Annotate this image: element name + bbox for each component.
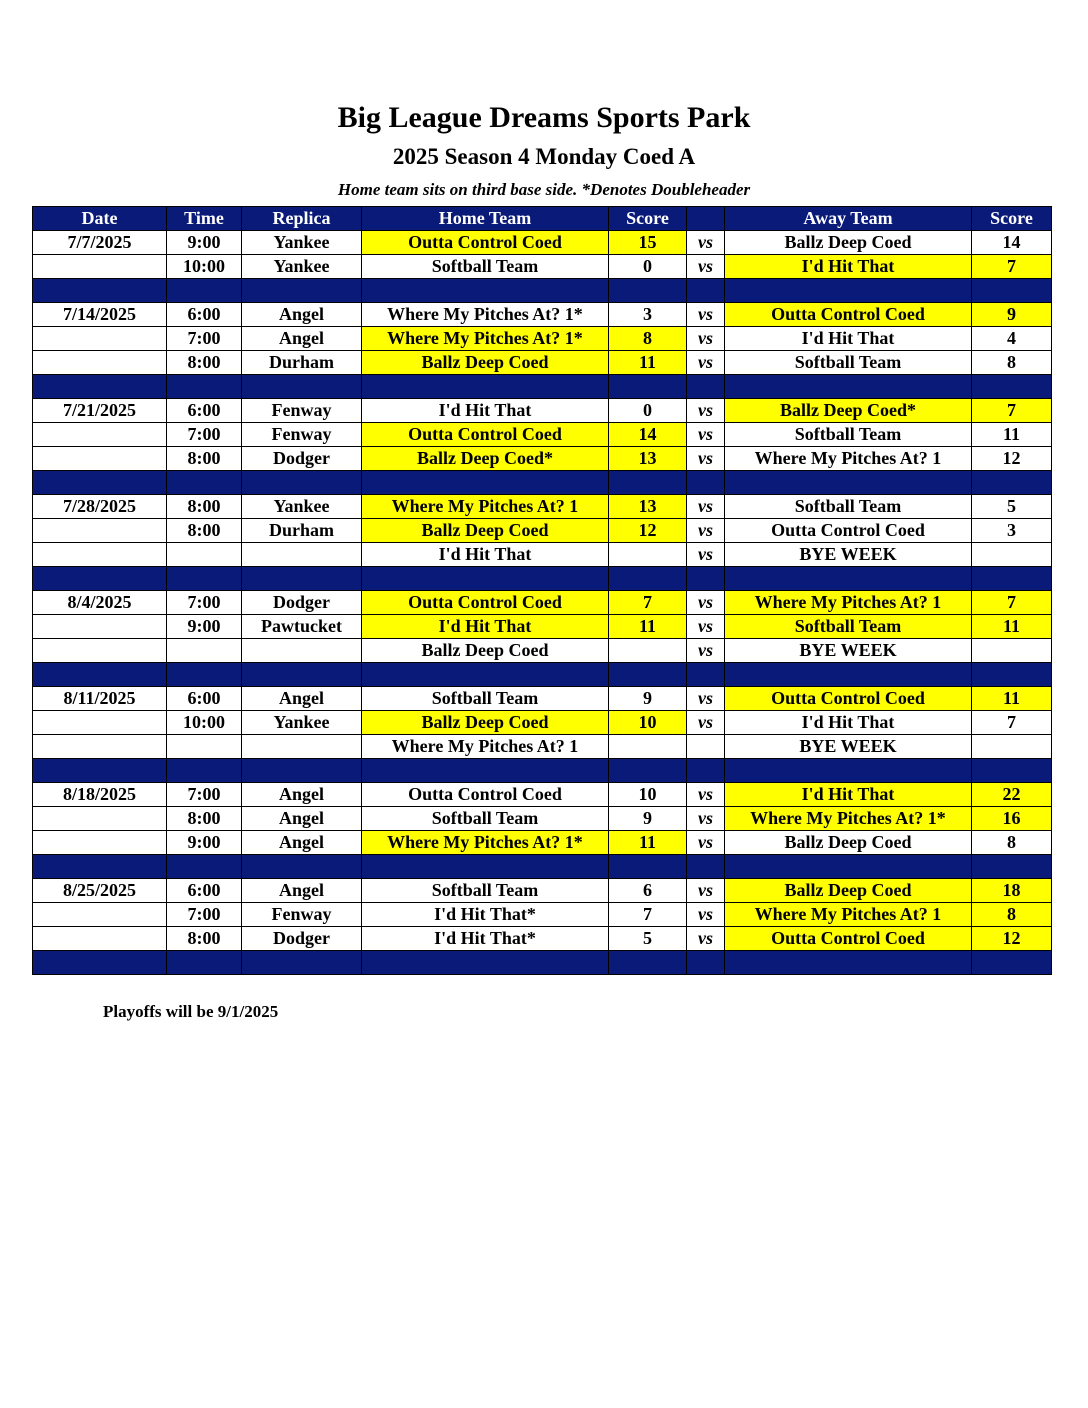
game-row: [33, 591, 1052, 615]
away-score: 11: [972, 423, 1052, 447]
separator-cell: [609, 663, 687, 687]
home-team: I'd Hit That: [362, 615, 609, 639]
away-team: Where My Pitches At? 1*: [725, 807, 972, 831]
away-team: Outta Control Coed: [725, 687, 972, 711]
separator-cell: [362, 855, 609, 879]
game-time: [167, 735, 242, 759]
schedule-table: [32, 206, 1052, 975]
separator-cell: [242, 471, 362, 495]
field-replica: Durham: [242, 351, 362, 375]
separator-cell: [725, 567, 972, 591]
game-row: [33, 807, 1052, 831]
home-score: [609, 735, 687, 759]
game-row: [33, 519, 1052, 543]
home-team: Ballz Deep Coed: [362, 711, 609, 735]
game-date: [33, 519, 167, 543]
home-score: 12: [609, 519, 687, 543]
vs-label: vs: [687, 927, 725, 951]
game-date: 8/4/2025: [33, 591, 167, 615]
away-team: I'd Hit That: [725, 783, 972, 807]
away-score: 7: [972, 255, 1052, 279]
vs-label: vs: [687, 351, 725, 375]
away-score: 4: [972, 327, 1052, 351]
separator-cell: [725, 951, 972, 975]
home-team: Outta Control Coed: [362, 591, 609, 615]
game-date: [33, 327, 167, 351]
field-replica: Angel: [242, 783, 362, 807]
home-score: 7: [609, 591, 687, 615]
game-time: 7:00: [167, 591, 242, 615]
vs-label: vs: [687, 687, 725, 711]
game-time: [167, 543, 242, 567]
separator-cell: [725, 855, 972, 879]
separator-cell: [609, 855, 687, 879]
home-score: 0: [609, 255, 687, 279]
field-replica: Yankee: [242, 711, 362, 735]
separator-cell: [167, 279, 242, 303]
field-replica: Yankee: [242, 255, 362, 279]
game-row: [33, 927, 1052, 951]
home-score: 11: [609, 615, 687, 639]
separator-cell: [362, 375, 609, 399]
game-row: [33, 615, 1052, 639]
away-team: BYE WEEK: [725, 639, 972, 663]
vs-label: [687, 735, 725, 759]
field-replica: Durham: [242, 519, 362, 543]
separator-cell: [33, 759, 167, 783]
separator-cell: [972, 567, 1052, 591]
header-vs: [687, 207, 725, 231]
vs-label: vs: [687, 231, 725, 255]
separator-cell: [609, 375, 687, 399]
separator-cell: [33, 375, 167, 399]
game-row: [33, 495, 1052, 519]
game-time: [167, 639, 242, 663]
home-score: 15: [609, 231, 687, 255]
home-score: 11: [609, 831, 687, 855]
separator-cell: [687, 951, 725, 975]
game-row: [33, 783, 1052, 807]
home-score: [609, 639, 687, 663]
week-separator: [33, 471, 1052, 495]
separator-cell: [687, 663, 725, 687]
home-team: Softball Team: [362, 879, 609, 903]
away-team: Outta Control Coed: [725, 927, 972, 951]
vs-label: vs: [687, 423, 725, 447]
week-separator: [33, 567, 1052, 591]
game-row: [33, 423, 1052, 447]
game-time: 8:00: [167, 807, 242, 831]
game-date: 8/18/2025: [33, 783, 167, 807]
separator-cell: [33, 471, 167, 495]
separator-cell: [609, 951, 687, 975]
home-team: I'd Hit That*: [362, 903, 609, 927]
home-score: 5: [609, 927, 687, 951]
away-score: 11: [972, 687, 1052, 711]
separator-cell: [687, 375, 725, 399]
field-replica: Angel: [242, 807, 362, 831]
game-row: [33, 543, 1052, 567]
field-replica: Angel: [242, 303, 362, 327]
away-score: 8: [972, 831, 1052, 855]
vs-label: vs: [687, 447, 725, 471]
game-row: [33, 903, 1052, 927]
field-replica: Dodger: [242, 591, 362, 615]
game-row: [33, 255, 1052, 279]
game-row: [33, 735, 1052, 759]
separator-cell: [687, 279, 725, 303]
away-score: 22: [972, 783, 1052, 807]
week-separator: [33, 279, 1052, 303]
home-team: Softball Team: [362, 687, 609, 711]
away-score: 3: [972, 519, 1052, 543]
game-date: [33, 927, 167, 951]
game-date: 7/21/2025: [33, 399, 167, 423]
field-replica: [242, 543, 362, 567]
game-time: 7:00: [167, 327, 242, 351]
separator-cell: [167, 855, 242, 879]
field-replica: Fenway: [242, 903, 362, 927]
home-team: I'd Hit That: [362, 399, 609, 423]
game-row: [33, 231, 1052, 255]
separator-cell: [687, 759, 725, 783]
schedule-body: [33, 231, 1052, 975]
field-replica: Angel: [242, 879, 362, 903]
header-home-score: Score: [609, 207, 687, 231]
away-team: Softball Team: [725, 615, 972, 639]
separator-cell: [242, 663, 362, 687]
game-date: [33, 351, 167, 375]
separator-cell: [725, 375, 972, 399]
field-replica: Angel: [242, 327, 362, 351]
header-away-team: Away Team: [725, 207, 972, 231]
header-time: Time: [167, 207, 242, 231]
week-separator: [33, 759, 1052, 783]
home-score: 9: [609, 687, 687, 711]
week-separator: [33, 375, 1052, 399]
separator-cell: [242, 567, 362, 591]
home-score: 14: [609, 423, 687, 447]
separator-cell: [167, 567, 242, 591]
separator-cell: [362, 471, 609, 495]
game-row: [33, 351, 1052, 375]
away-team: Softball Team: [725, 423, 972, 447]
game-time: 10:00: [167, 711, 242, 735]
away-team: Outta Control Coed: [725, 303, 972, 327]
vs-label: vs: [687, 399, 725, 423]
game-time: 8:00: [167, 447, 242, 471]
page-subtitle: 2025 Season 4 Monday Coed A: [392, 144, 696, 169]
separator-cell: [33, 279, 167, 303]
game-date: 7/7/2025: [33, 231, 167, 255]
separator-cell: [687, 855, 725, 879]
separator-cell: [167, 471, 242, 495]
separator-cell: [609, 759, 687, 783]
vs-label: vs: [687, 807, 725, 831]
away-score: 8: [972, 351, 1052, 375]
separator-cell: [33, 567, 167, 591]
home-team: Where My Pitches At? 1*: [362, 831, 609, 855]
game-date: [33, 735, 167, 759]
home-team: Outta Control Coed: [362, 423, 609, 447]
separator-cell: [33, 855, 167, 879]
away-score: [972, 639, 1052, 663]
away-score: 16: [972, 807, 1052, 831]
field-replica: Fenway: [242, 423, 362, 447]
field-replica: Angel: [242, 831, 362, 855]
game-date: 7/28/2025: [33, 495, 167, 519]
away-team: I'd Hit That: [725, 711, 972, 735]
separator-cell: [972, 279, 1052, 303]
away-score: 5: [972, 495, 1052, 519]
away-score: 14: [972, 231, 1052, 255]
game-date: [33, 807, 167, 831]
game-time: 9:00: [167, 231, 242, 255]
away-score: [972, 543, 1052, 567]
home-score: 13: [609, 447, 687, 471]
vs-label: vs: [687, 903, 725, 927]
separator-cell: [725, 279, 972, 303]
separator-cell: [167, 951, 242, 975]
separator-cell: [972, 375, 1052, 399]
header-home-team: Home Team: [362, 207, 609, 231]
separator-cell: [242, 279, 362, 303]
vs-label: vs: [687, 879, 725, 903]
home-score: [609, 543, 687, 567]
game-date: [33, 711, 167, 735]
field-replica: Dodger: [242, 447, 362, 471]
home-team: Outta Control Coed: [362, 783, 609, 807]
field-replica: Dodger: [242, 927, 362, 951]
game-row: [33, 831, 1052, 855]
game-date: [33, 543, 167, 567]
home-team: Where My Pitches At? 1*: [362, 303, 609, 327]
away-team: Where My Pitches At? 1: [725, 447, 972, 471]
separator-cell: [972, 759, 1052, 783]
home-team: Ballz Deep Coed: [362, 519, 609, 543]
away-team: Ballz Deep Coed: [725, 831, 972, 855]
game-date: [33, 831, 167, 855]
game-date: [33, 639, 167, 663]
vs-label: vs: [687, 711, 725, 735]
field-replica: Pawtucket: [242, 615, 362, 639]
separator-cell: [972, 951, 1052, 975]
away-score: [972, 735, 1052, 759]
home-team: Ballz Deep Coed: [362, 639, 609, 663]
away-score: 11: [972, 615, 1052, 639]
game-row: [33, 399, 1052, 423]
separator-cell: [972, 471, 1052, 495]
separator-cell: [362, 951, 609, 975]
home-score: 7: [609, 903, 687, 927]
away-team: Outta Control Coed: [725, 519, 972, 543]
separator-cell: [242, 375, 362, 399]
vs-label: vs: [687, 615, 725, 639]
separator-cell: [167, 663, 242, 687]
game-time: 8:00: [167, 927, 242, 951]
vs-label: vs: [687, 639, 725, 663]
game-date: [33, 447, 167, 471]
field-replica: Yankee: [242, 231, 362, 255]
game-date: 8/11/2025: [33, 687, 167, 711]
separator-cell: [242, 759, 362, 783]
separator-cell: [242, 951, 362, 975]
game-time: 9:00: [167, 831, 242, 855]
away-score: 9: [972, 303, 1052, 327]
separator-cell: [687, 471, 725, 495]
game-time: 7:00: [167, 903, 242, 927]
away-score: 12: [972, 927, 1052, 951]
playoffs-note: Playoffs will be 9/1/2025: [103, 1002, 279, 1021]
away-team: Softball Team: [725, 351, 972, 375]
separator-cell: [725, 471, 972, 495]
home-score: 10: [609, 783, 687, 807]
vs-label: vs: [687, 783, 725, 807]
away-team: Ballz Deep Coed: [725, 879, 972, 903]
game-row: [33, 327, 1052, 351]
field-replica: [242, 735, 362, 759]
away-score: 7: [972, 591, 1052, 615]
field-replica: [242, 639, 362, 663]
home-score: 9: [609, 807, 687, 831]
vs-label: vs: [687, 495, 725, 519]
home-team: Ballz Deep Coed: [362, 351, 609, 375]
game-time: 6:00: [167, 303, 242, 327]
away-team: Ballz Deep Coed*: [725, 399, 972, 423]
away-team: Where My Pitches At? 1: [725, 903, 972, 927]
away-team: Softball Team: [725, 495, 972, 519]
separator-cell: [972, 663, 1052, 687]
game-time: 6:00: [167, 399, 242, 423]
game-date: 8/25/2025: [33, 879, 167, 903]
game-date: [33, 255, 167, 279]
game-time: 7:00: [167, 423, 242, 447]
away-score: 7: [972, 711, 1052, 735]
game-row: [33, 639, 1052, 663]
separator-cell: [167, 759, 242, 783]
home-team: Outta Control Coed: [362, 231, 609, 255]
header-replica: Replica: [242, 207, 362, 231]
separator-cell: [362, 567, 609, 591]
field-replica: Angel: [242, 687, 362, 711]
game-date: [33, 615, 167, 639]
home-score: 3: [609, 303, 687, 327]
game-date: 7/14/2025: [33, 303, 167, 327]
home-team: Ballz Deep Coed*: [362, 447, 609, 471]
game-time: 9:00: [167, 615, 242, 639]
away-team: I'd Hit That: [725, 327, 972, 351]
home-score: 0: [609, 399, 687, 423]
separator-cell: [33, 663, 167, 687]
away-score: 8: [972, 903, 1052, 927]
schedule-note: Home team sits on third base side. *Denotes Doubleheader: [337, 180, 751, 199]
game-row: [33, 447, 1052, 471]
home-team: Where My Pitches At? 1: [362, 495, 609, 519]
vs-label: vs: [687, 519, 725, 543]
home-team: Where My Pitches At? 1: [362, 735, 609, 759]
home-score: 10: [609, 711, 687, 735]
away-team: Where My Pitches At? 1: [725, 591, 972, 615]
week-separator: [33, 951, 1052, 975]
vs-label: vs: [687, 255, 725, 279]
vs-label: vs: [687, 591, 725, 615]
separator-cell: [725, 663, 972, 687]
game-time: 8:00: [167, 519, 242, 543]
home-team: Softball Team: [362, 255, 609, 279]
separator-cell: [362, 279, 609, 303]
separator-cell: [609, 471, 687, 495]
home-team: Where My Pitches At? 1*: [362, 327, 609, 351]
away-score: 12: [972, 447, 1052, 471]
page-title: Big League Dreams Sports Park: [337, 101, 751, 134]
header-row: [33, 207, 1052, 231]
away-score: 18: [972, 879, 1052, 903]
away-team: BYE WEEK: [725, 735, 972, 759]
vs-label: vs: [687, 831, 725, 855]
game-row: [33, 303, 1052, 327]
home-team: Softball Team: [362, 807, 609, 831]
separator-cell: [362, 759, 609, 783]
game-row: [33, 879, 1052, 903]
game-date: [33, 903, 167, 927]
home-team: I'd Hit That*: [362, 927, 609, 951]
separator-cell: [687, 567, 725, 591]
game-row: [33, 687, 1052, 711]
away-team: I'd Hit That: [725, 255, 972, 279]
game-time: 6:00: [167, 879, 242, 903]
separator-cell: [725, 759, 972, 783]
vs-label: vs: [687, 303, 725, 327]
separator-cell: [362, 663, 609, 687]
header-date: Date: [33, 207, 167, 231]
home-score: 8: [609, 327, 687, 351]
vs-label: vs: [687, 327, 725, 351]
game-time: 6:00: [167, 687, 242, 711]
separator-cell: [242, 855, 362, 879]
away-score: 7: [972, 399, 1052, 423]
separator-cell: [167, 375, 242, 399]
game-time: 10:00: [167, 255, 242, 279]
separator-cell: [609, 279, 687, 303]
field-replica: Fenway: [242, 399, 362, 423]
week-separator: [33, 855, 1052, 879]
separator-cell: [609, 567, 687, 591]
header-away-score: Score: [972, 207, 1052, 231]
home-score: 6: [609, 879, 687, 903]
week-separator: [33, 663, 1052, 687]
game-time: 7:00: [167, 783, 242, 807]
home-score: 11: [609, 351, 687, 375]
game-time: 8:00: [167, 495, 242, 519]
separator-cell: [33, 951, 167, 975]
game-time: 8:00: [167, 351, 242, 375]
home-score: 13: [609, 495, 687, 519]
field-replica: Yankee: [242, 495, 362, 519]
separator-cell: [972, 855, 1052, 879]
game-row: [33, 711, 1052, 735]
home-team: I'd Hit That: [362, 543, 609, 567]
vs-label: vs: [687, 543, 725, 567]
away-team: Ballz Deep Coed: [725, 231, 972, 255]
away-team: BYE WEEK: [725, 543, 972, 567]
game-date: [33, 423, 167, 447]
